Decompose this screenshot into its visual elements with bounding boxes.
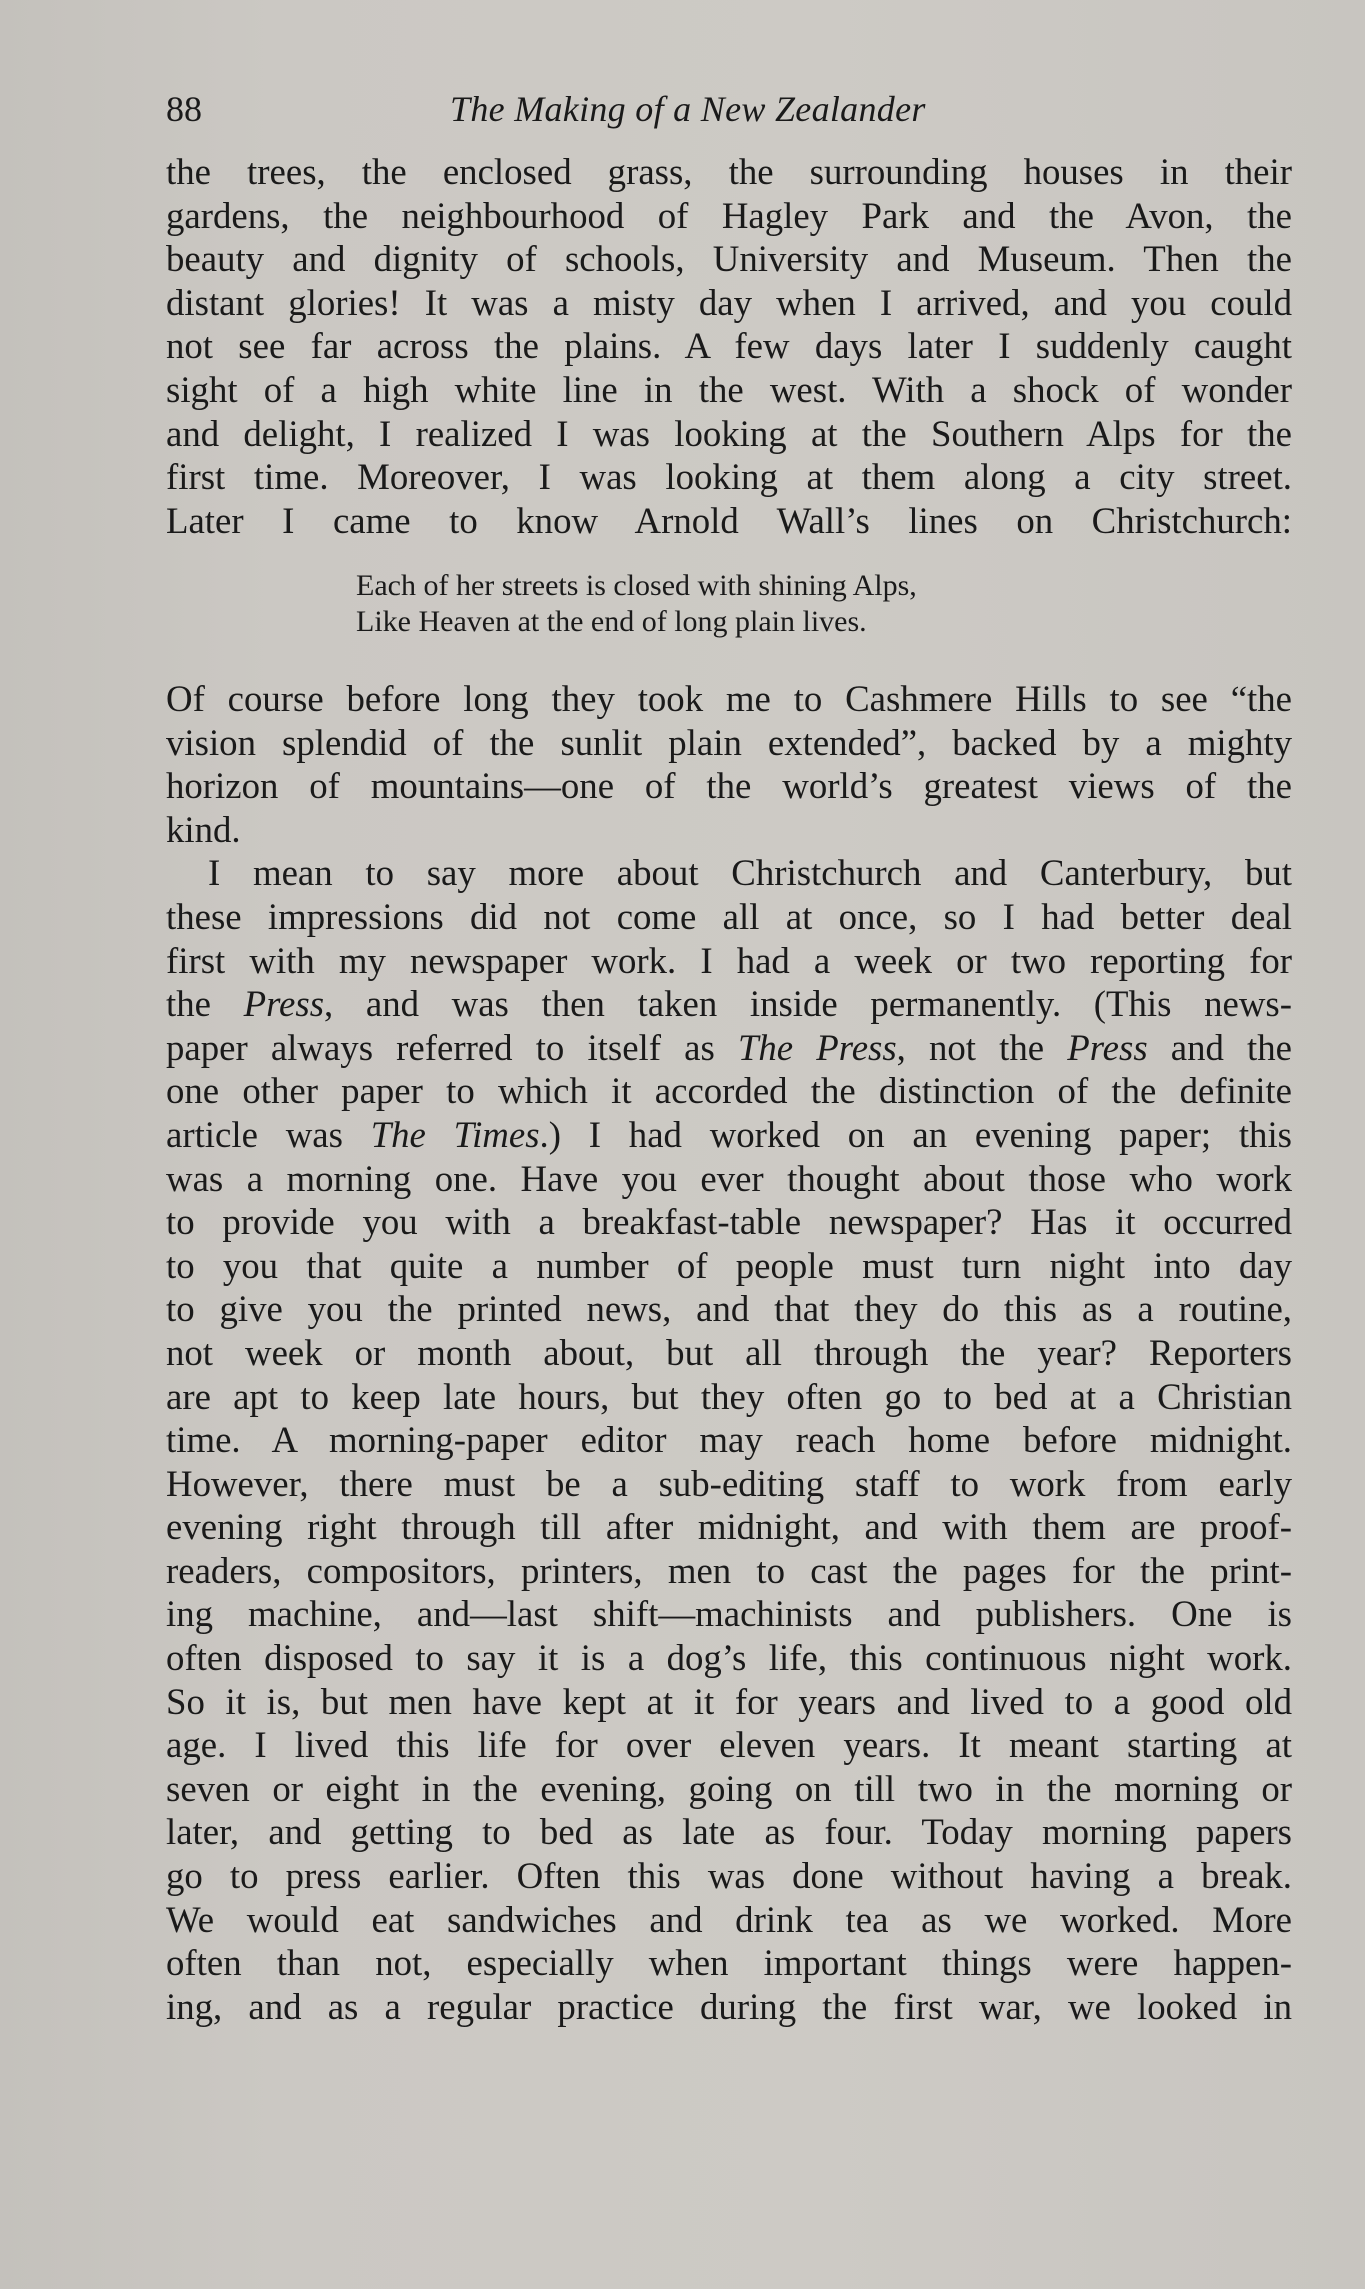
text-line: horizon of mountains—one of the world’s greatest views of the (166, 765, 1292, 807)
text-line: these impressions did not come all at once, so I had better deal (166, 895, 1292, 937)
text-fragment: , not the (896, 1026, 1068, 1068)
text-line: readers, compositors, printers, men to cast the pages for the print- (166, 1549, 1292, 1591)
text-line: was a morning one. Have you ever thought about those who work (166, 1157, 1292, 1199)
page-number: 88 (166, 89, 202, 129)
text-line: first time. Moreover, I was looking at them along a city street. (166, 456, 1292, 498)
text-line: sight of a high white line in the west. With a shock of wonder (166, 368, 1292, 410)
text-line: are apt to keep late hours, but they often go to bed at a Christian (166, 1375, 1292, 1417)
text-line: I mean to say more about Christchurch and Canterbury, but (208, 852, 1292, 894)
text-line: to give you the printed news, and that they do this as a routine, (166, 1288, 1292, 1330)
text-line: gardens, the neighbourhood of Hagley Park and the Avon, the (166, 194, 1292, 236)
paragraph-2-and-3 (166, 677, 1292, 2028)
italic-title-the-times: The Times (370, 1113, 540, 1155)
text-line: vision splendid of the sunlit plain extended”, backed by a mighty (166, 721, 1292, 763)
text-fragment: paper always referred to itself as (166, 1026, 738, 1068)
text-line: one other paper to which it accorded the distinction of the definite (166, 1070, 1292, 1112)
text-fragment: .) I had worked on an evening paper; this (539, 1113, 1293, 1155)
text-line: and delight, I realized I was looking at the Southern Alps for the (166, 412, 1292, 454)
text-line: Later I came to know Arnold Wall’s lines on Christchurch: (166, 499, 1292, 541)
quote-line: Like Heaven at the end of long plain lives. (356, 605, 867, 638)
italic-title-the-press: The Press (737, 1026, 897, 1068)
text-fragment: article was (166, 1113, 371, 1155)
italic-title-press: Press (243, 983, 325, 1025)
text-line: We would eat sandwiches and drink tea as we worked. More (166, 1898, 1292, 1940)
text-line: seven or eight in the evening, going on till two in the morning or (166, 1767, 1292, 1809)
quote-line: Each of her streets is closed with shining Alps, (356, 569, 917, 602)
text-line: age. I lived this life for over eleven years. It meant starting at (166, 1724, 1292, 1766)
italic-title-press: Press (1067, 1026, 1148, 1068)
text-line: distant glories! It was a misty day when I arrived, and you could (166, 281, 1292, 323)
text-line: ing machine, and—last shift—machinists and publishers. One is (166, 1593, 1292, 1635)
text-line: evening right through till after midnight, and with them are proof- (166, 1506, 1292, 1548)
text-line: So it is, but men have kept at it for years and lived to a good old (166, 1680, 1292, 1722)
text-fragment: and the (1147, 1026, 1292, 1068)
text-line: not week or month about, but all through the year? Reporters (166, 1331, 1292, 1373)
text-line: However, there must be a sub-editing staff to work from early (166, 1462, 1292, 1504)
text-line: go to press earlier. Often this was done without having a break. (166, 1855, 1292, 1897)
verse-quote (356, 568, 917, 640)
text-line: to you that quite a number of people must turn night into day (166, 1244, 1292, 1286)
text-line: later, and getting to bed as late as four. Today morning papers (166, 1811, 1292, 1853)
text-line: to provide you with a breakfast-table newspaper? Has it occurred (166, 1201, 1292, 1243)
text-line: often disposed to say it is a dog’s life, this continuous night work. (166, 1637, 1292, 1679)
text-line: beauty and dignity of schools, University and Museum. Then the (166, 238, 1292, 280)
text-fragment: the (166, 983, 244, 1025)
text-line (166, 1026, 1292, 1070)
text-line (166, 1113, 1292, 1157)
text-line: often than not, especially when important things were happen- (166, 1942, 1292, 1984)
text-line: time. A morning-paper editor may reach home before midnight. (166, 1419, 1292, 1461)
page-header (166, 88, 1296, 138)
text-line: ing, and as a regular practice during the first war, we looked in (166, 1985, 1292, 2027)
paragraph-1 (166, 150, 1292, 542)
text-line: not see far across the plains. A few days later I suddenly caught (166, 325, 1292, 367)
text-line: the trees, the enclosed grass, the surrounding houses in their (166, 151, 1292, 192)
text-line (166, 982, 1292, 1026)
text-line: kind. (166, 808, 241, 850)
running-title: The Making of a New Zealander (450, 89, 926, 129)
text-line: first with my newspaper work. I had a week or two reporting for (166, 939, 1292, 981)
text-line: Of course before long they took me to Cashmere Hills to see “the (166, 678, 1292, 719)
text-fragment: , and was then taken inside permanently. (This news- (324, 983, 1292, 1025)
